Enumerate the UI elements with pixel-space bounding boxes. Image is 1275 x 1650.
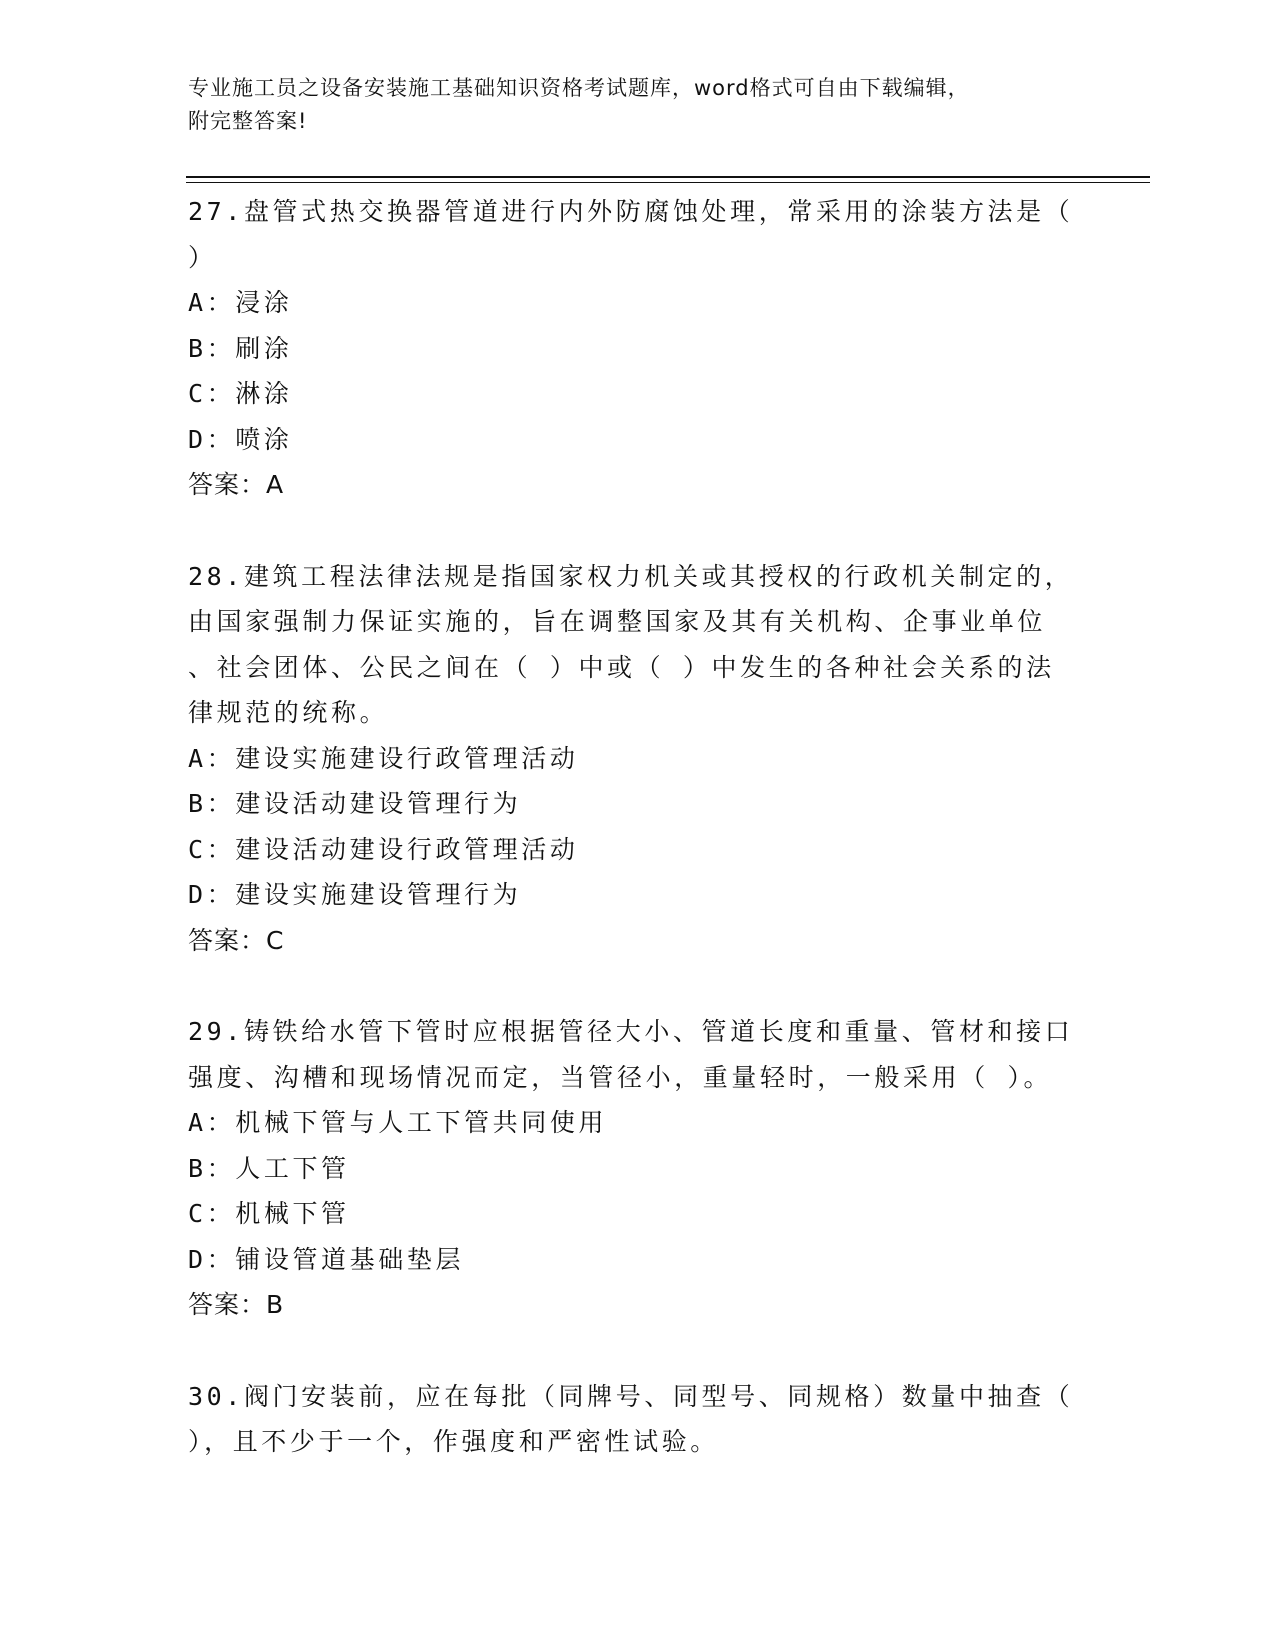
question-text-line: 27.盘管式热交换器管道进行内外防腐蚀处理，常采用的涂装方法是（ (188, 197, 1074, 226)
option-d: D：喷涂 (188, 424, 293, 454)
question-29 (188, 1009, 1088, 1328)
header-divider-thick (186, 176, 1150, 178)
question-text-line: 律规范的统称。 (188, 698, 389, 727)
question-30 (188, 1374, 1088, 1465)
question-text-line: 由国家强制力保证实施的，旨在调整国家及其有关机构、企事业单位 (188, 607, 1047, 636)
answer-line: 答案：B (188, 1290, 285, 1319)
question-text-line: 30.阀门安装前，应在每批（同牌号、同型号、同规格）数量中抽查（ (188, 1381, 1074, 1411)
option-a: A：浸涂 (188, 288, 293, 317)
option-d: D：建设实施建设管理行为 (188, 880, 522, 909)
option-a: A：建设实施建设行政管理活动 (188, 743, 579, 773)
question-text-line: 强度、沟槽和现场情况而定，当管径小，重量轻时，一般采用（ ）。 (188, 1062, 1053, 1092)
question-28 (188, 554, 1088, 964)
question-spacer (188, 963, 1088, 1009)
answer-line: 答案：C (188, 925, 285, 955)
question-text-line: 、社会团体、公民之间在（ ）中或（ ）中发生的各种社会关系的法 (188, 652, 1055, 682)
question-spacer (188, 508, 1088, 554)
question-list (188, 189, 1088, 1465)
question-27 (188, 189, 1088, 508)
header-line-1: 专业施工员之设备安装施工基础知识资格考试题库，word格式可自由下载编辑， (188, 76, 970, 100)
option-b: B：建设活动建设管理行为 (188, 789, 522, 818)
header-line-2: 附完整答案! (188, 109, 308, 133)
option-b: B：人工下管 (188, 1153, 350, 1183)
header-divider-thin (186, 182, 1150, 183)
option-c: C：淋涂 (188, 379, 293, 408)
question-spacer (188, 1328, 1088, 1374)
option-c: C：建设活动建设行政管理活动 (188, 834, 579, 864)
document-header (188, 72, 1068, 138)
option-b: B：刷涂 (188, 333, 293, 363)
question-text-line: ） (188, 242, 217, 272)
option-c: C：机械下管 (188, 1199, 350, 1228)
option-d: D：铺设管道基础垫层 (188, 1244, 465, 1274)
question-text-line: 29.铸铁给水管下管时应根据管径大小、管道长度和重量、管材和接口 (188, 1017, 1074, 1046)
question-text-line: 28.建筑工程法律法规是指国家权力机关或其授权的行政机关制定的， (188, 561, 1074, 591)
option-a: A：机械下管与人工下管共同使用 (188, 1108, 608, 1137)
answer-line: 答案：A (188, 470, 285, 499)
question-text-line: ），且不少于一个，作强度和严密性试验。 (188, 1427, 719, 1456)
